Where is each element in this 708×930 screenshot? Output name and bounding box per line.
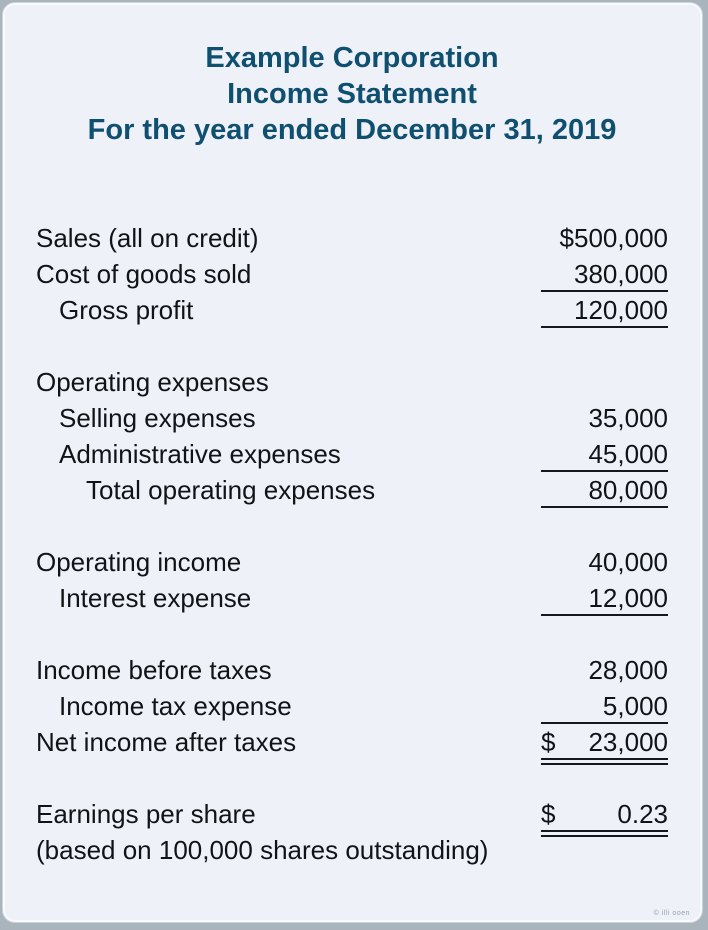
- row-value: [541, 652, 668, 688]
- statement-body: [36, 220, 668, 868]
- statement-row: [36, 256, 668, 292]
- row-label: Cost of goods sold: [36, 259, 252, 289]
- statement-row: [36, 724, 668, 760]
- statement-section: [36, 220, 668, 328]
- row-amount: $500,000: [559, 223, 668, 253]
- row-label: Income tax expense: [59, 691, 292, 721]
- row-label: Sales (all on credit): [36, 223, 259, 253]
- row-value: [541, 400, 668, 436]
- statement-row: [36, 436, 668, 472]
- statement-title: Income Statement: [227, 78, 477, 110]
- row-label: Total operating expenses: [86, 475, 376, 505]
- row-value: [541, 796, 668, 832]
- row-label: Selling expenses: [59, 403, 256, 433]
- row-label: Net income after taxes: [36, 727, 297, 757]
- statement-row: [36, 292, 668, 328]
- row-value: [541, 832, 668, 868]
- row-value: [541, 724, 668, 760]
- statement-row: [36, 652, 668, 688]
- statement-row: [36, 544, 668, 580]
- row-amount: 40,000: [588, 547, 668, 577]
- row-label: Gross profit: [59, 295, 194, 325]
- currency-symbol: $: [541, 799, 556, 829]
- statement-row: [36, 832, 668, 868]
- row-value: [541, 292, 668, 328]
- statement-row: [36, 364, 668, 400]
- row-value: [541, 580, 668, 616]
- statement-row: [36, 472, 668, 508]
- row-value: [541, 220, 668, 256]
- company-name: Example Corporation: [205, 42, 499, 74]
- row-value: [541, 472, 668, 508]
- row-value: [541, 256, 668, 292]
- row-amount: 45,000: [588, 439, 668, 469]
- row-value: [541, 688, 668, 724]
- statement-row: [36, 220, 668, 256]
- currency-symbol: $: [541, 727, 556, 757]
- row-value: [541, 544, 668, 580]
- income-statement-card: [2, 2, 703, 923]
- row-label: Interest expense: [59, 583, 252, 613]
- row-amount: 0.23: [617, 799, 668, 829]
- statement-section: [36, 652, 668, 760]
- row-label: Administrative expenses: [59, 439, 341, 469]
- row-amount: 120,000: [574, 295, 668, 325]
- row-label: Operating income: [36, 547, 242, 577]
- statement-section: [36, 796, 668, 868]
- statement-row: [36, 580, 668, 616]
- watermark-text: © illi ooen: [653, 910, 690, 917]
- row-label: Income before taxes: [36, 655, 272, 685]
- statement-section: [36, 544, 668, 616]
- statement-row: [36, 400, 668, 436]
- statement-period: For the year ended December 31, 2019: [87, 114, 617, 146]
- row-amount: 5,000: [602, 691, 668, 721]
- row-amount: 380,000: [574, 259, 668, 289]
- row-amount: 23,000: [588, 727, 668, 757]
- statement-section: [36, 364, 668, 508]
- row-label: Operating expenses: [36, 367, 269, 397]
- row-amount: 28,000: [588, 655, 668, 685]
- statement-row: [36, 688, 668, 724]
- row-value: [541, 364, 668, 400]
- row-value: [541, 436, 668, 472]
- statement-row: [36, 796, 668, 832]
- row-amount: 35,000: [588, 403, 668, 433]
- row-label: Earnings per share: [36, 799, 256, 829]
- row-label: (based on 100,000 shares outstanding): [36, 835, 489, 865]
- row-amount: 12,000: [588, 583, 668, 613]
- row-amount: 80,000: [588, 475, 668, 505]
- statement-header: [36, 40, 668, 148]
